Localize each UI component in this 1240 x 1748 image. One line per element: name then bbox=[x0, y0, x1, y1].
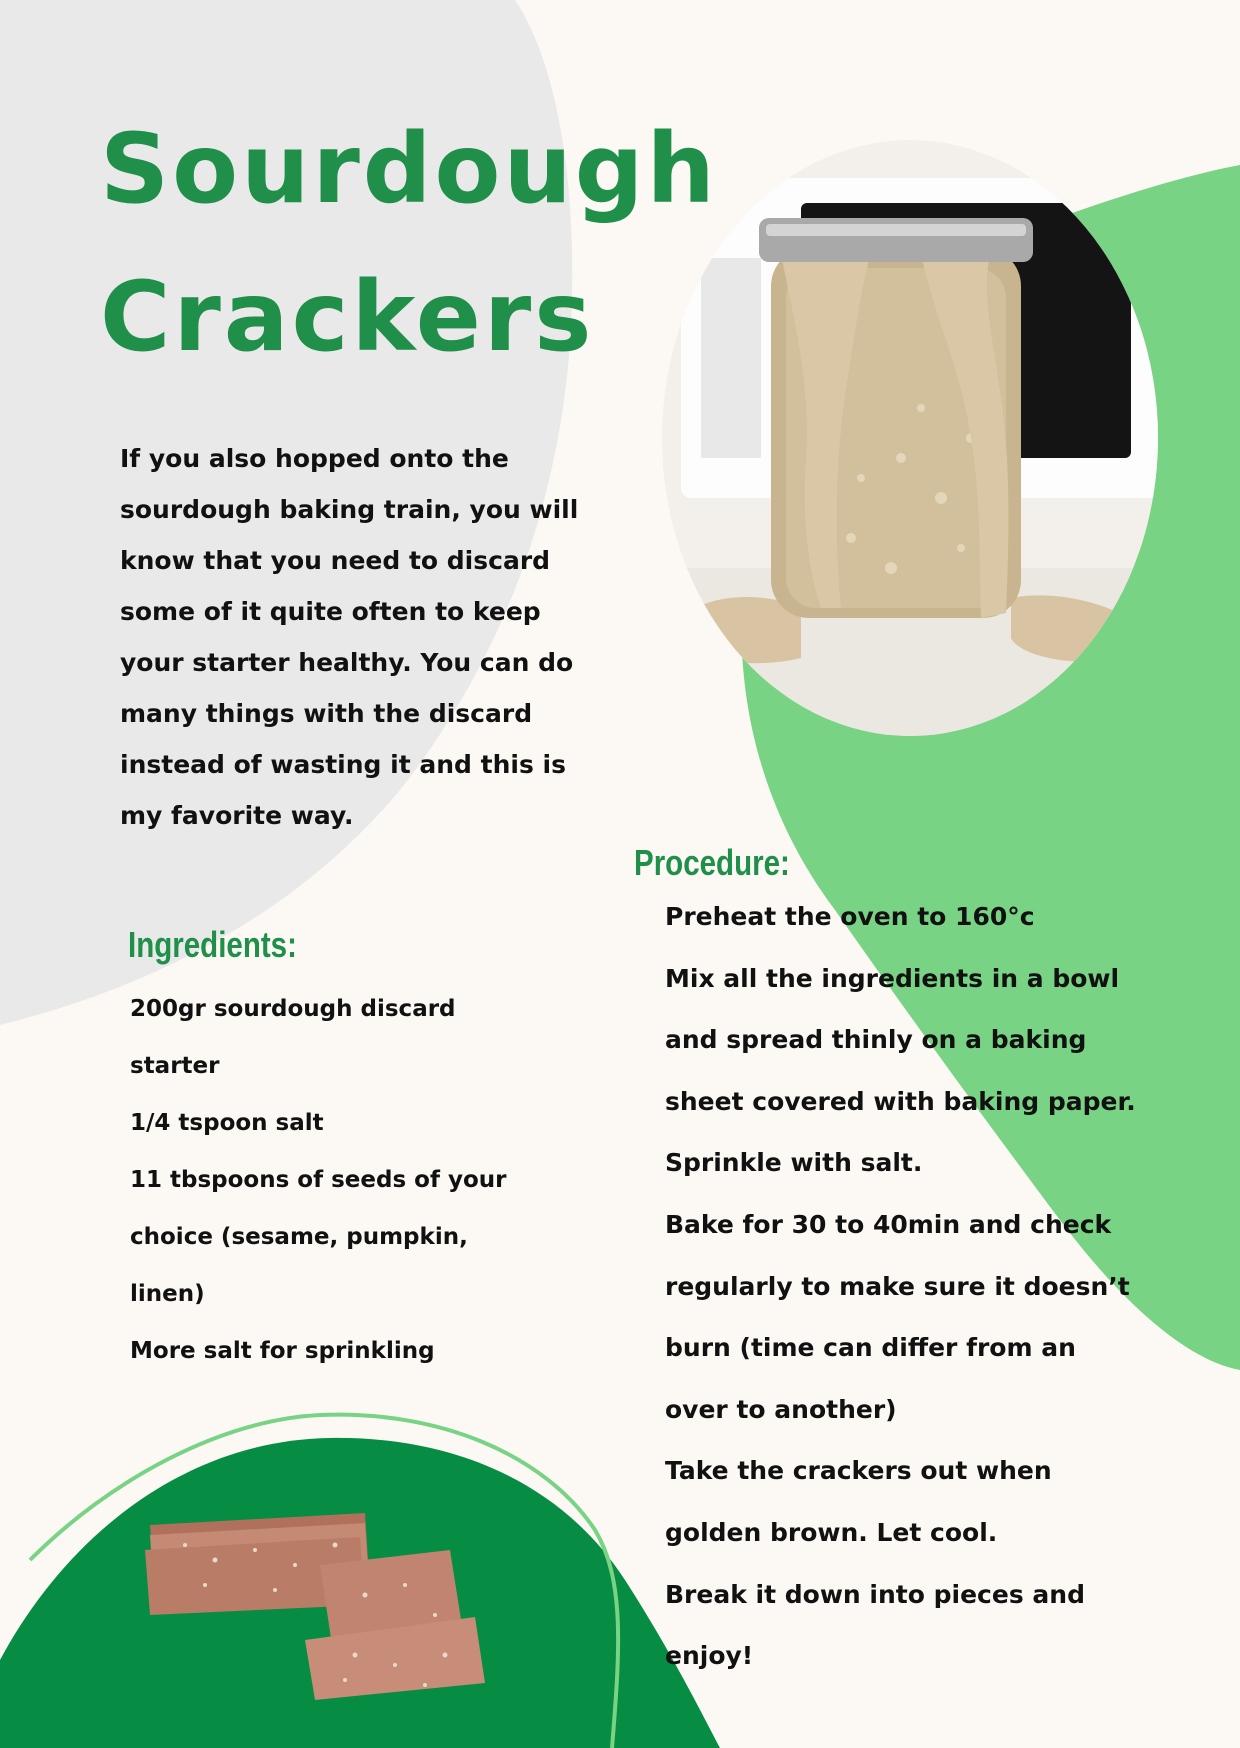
title-line-2: Crackers bbox=[100, 261, 595, 373]
procedure-step: Mix all the ingredients in a bowl and spread thinly on a baking sheet covered with baking paper. Sprinkle with salt. bbox=[665, 963, 1136, 1178]
title-line-1: Sourdough bbox=[100, 113, 718, 225]
ingredient-item: 200gr sourdough discard starter bbox=[130, 996, 456, 1079]
ingredient-item: 11 tbspoons of seeds of your choice (sesame, pumpkin, linen) bbox=[130, 1167, 507, 1307]
ingredient-item: 1/4 tspoon salt bbox=[130, 1110, 324, 1136]
procedure-heading: Procedure: bbox=[634, 842, 790, 883]
page-title bbox=[100, 95, 718, 391]
procedure-step: Bake for 30 to 40min and check regularly to make sure it doesn’t burn (time can differ from an over to another) bbox=[665, 1209, 1130, 1424]
procedure-step: Preheat the oven to 160°c bbox=[665, 902, 1035, 931]
ingredients-list bbox=[130, 981, 550, 1380]
procedure-list bbox=[665, 886, 1145, 1687]
crackers-photo bbox=[145, 1505, 535, 1705]
procedure-step: Take the crackers out when golden brown. Let cool. bbox=[665, 1456, 1052, 1547]
intro-paragraph: If you also hopped onto the sourdough baking train, you will know that you need to discard some of it quite often to keep your starter healthy. You can do many things with the discard instead of wasting it and this is my favorite way. bbox=[120, 444, 579, 830]
sourdough-jar-photo bbox=[661, 138, 1159, 738]
ingredients-heading: Ingredients: bbox=[128, 924, 297, 965]
ingredient-item: More salt for sprinkling bbox=[130, 1338, 435, 1364]
procedure-step: Break it down into pieces and enjoy! bbox=[665, 1579, 1085, 1671]
